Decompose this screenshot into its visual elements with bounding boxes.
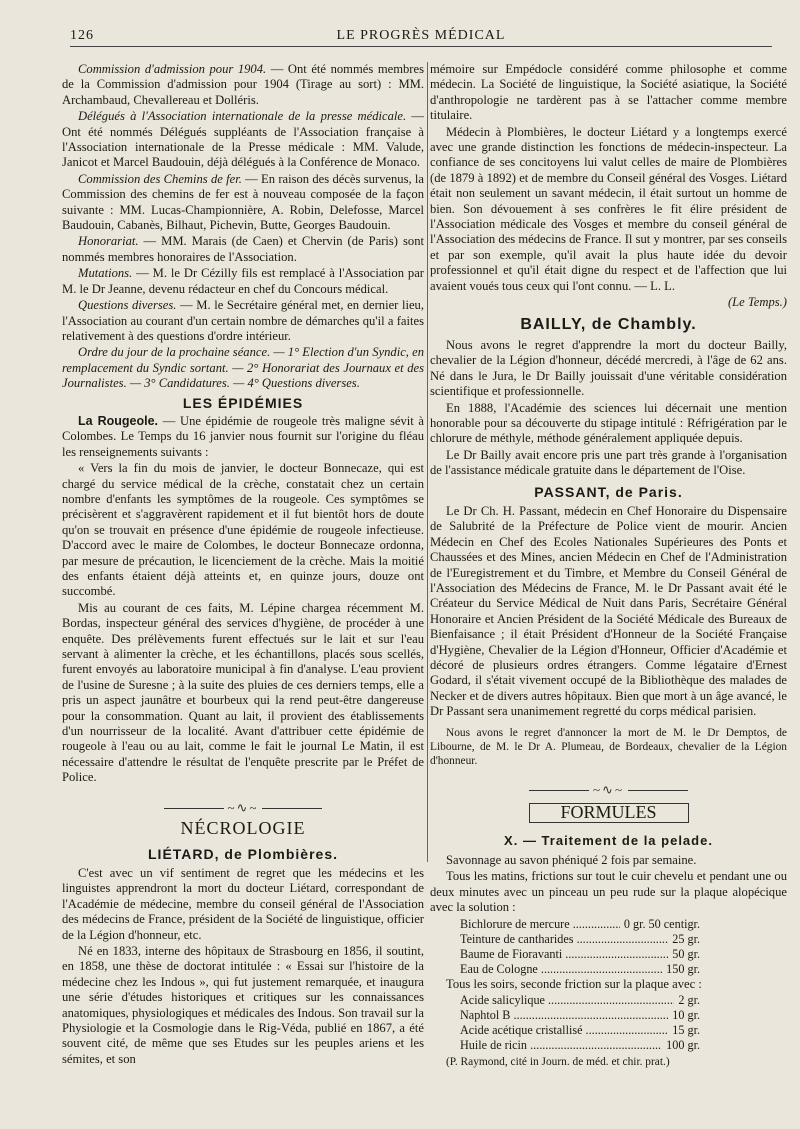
paragraph-rougeole-quote: « Vers la fin du mois de janvier, le docteur Bonnecaze, qui est chargé du service médical de la crèche, constatait chez un certain nombre d'enfants les symptômes de la rougeole. Ces symptômes se précisèrent et s'aggravèrent rapidement et il fut bientôt hors de doute qu'on se trouvait en présence d'une épidémie de rougeole infectieuse. D'accord avec le maire de Colombes, le docteur Bonnecaze ordonna, par mesure de précaution, le licenciement de la crèche. Mais la moitié des enfants étaient déjà atteints et, en quinze jours, douze ont succombé.	[62, 461, 424, 599]
prescription-row: Acide salicylique ..... 2 gr.	[460, 993, 700, 1008]
section-heading-necrologie: NÉCROLOGIE	[180, 818, 306, 839]
journal-title: LE PROGRÈS MÉDICAL	[336, 28, 506, 43]
right-column	[430, 62, 787, 1109]
prescription-list-2	[460, 993, 700, 1053]
paragraph-lietard-3: Médecin à Plombières, le docteur Liétard y a longtemps exercé avec une grande distinction les fonctions de médecin-inspecteur. La confiance de ses concitoyens lui valut celles de maire de Plombières (de 1879 à 1892) et de membre du Conseil général des Vosges. Liétard était non seulement un savant médecin, il était surtout un homme de bien. Son dévouement à ses confrères le fit élire président de l'Association médicale des Vosges et membre du conseil général de l'Association des médecins de France. Il sut y montrer, par ses conseils et par son exemple, qu'il avait la plus haute idée du devoir professionnel et qu'il était digne du respect et de l'affection que lui avaient voués tous ceux qui l'ont connu. — L. L.	[430, 124, 787, 293]
page-number: 126	[70, 28, 94, 43]
paragraph-bailly-1: Nous avons le regret d'apprendre la mort du docteur Bailly, chevalier de la Légion d'honneur, décédé mercredi, à l'âge de 62 ans. Né dans le Jura, le Dr Bailly jouissait d'une véritable considération scientifique et professionnelle.	[430, 337, 787, 399]
paragraph-bailly-3: Le Dr Bailly avait encore pris une part très grande à l'organisation de l'assistance médicale gratuite dans le département de l'Oise.	[430, 447, 787, 478]
prescription-row: Teinture de cantharides ..... 25 gr.	[460, 932, 700, 947]
paragraph-rougeole-enquete: Mis au courant de ces faits, M. Lépine chargea récemment M. Bordas, inspecteur général des services d'hygiène, de procéder à une enquête. Des prélèvements furent effectués sur le lait et sur l'eau servant à alimenter la crèche, et les échantillons, placés sous scellés, furent envoyés au laboratoire municipal à fin d'analyse. L'eau provient de l'usine de Suresne ; à la suite des pluies de ces derniers temps, elle a pris un aspect jaunâtre et bourbeux qui la rend peut-être dangereuse pour la consommation. Quant au lait, il provient des établissements d'un nourrisseur de la localité. Avant d'attribuer cette épidémie de rougeole à l'eau ou au lait, comme le fait le journal Le Matin, il est nécessaire d'attendre le résultat de l'enquête prescrite par le Préfet de Police.	[62, 600, 424, 785]
column-divider	[427, 62, 428, 862]
source-le-temps: (Le Temps.)	[727, 295, 787, 310]
paragraph-bailly-2: En 1888, l'Académie des sciences lui décernait une mention honorable pour sa découverte du stipage intitulé : Réfrigération par le chlorure de méthyle, méthode généralement appliquée depuis.	[430, 400, 787, 446]
paragraph-delegues: Délégués à l'Association internationale de la presse médicale. — Ont été nommés Délégués suppléants de l'Association française à l'Association internationale de la Presse médicale : MM. Valude, Janicot et Marcel Baudouin, déjà délégués à la Conférence de Monaco.	[62, 109, 424, 170]
formula-instruction-3: Tous les soirs, seconde friction sur la plaque avec :	[446, 976, 702, 991]
formula-heading-pelade: X. — Traitement de la pelade.	[504, 833, 713, 849]
obituary-heading-passant: PASSANT, de Paris.	[534, 483, 683, 500]
paragraph-passant: Le Dr Ch. H. Passant, médecin en Chef Honoraire du Dispensaire de Salubrité de la Préfecture de Police vient de mourir. Ancien Médecin en Chef des Ecoles Nationales Supérieures des Ponts et Chaussées et des Mines, ancien Médecin en Chef de l'Administration de l'Euregistrement et du Timbre, et Membre du Conseil Général de l'Association des Médecins de France, M. le Dr Passant avait été le Créateur du Service Médical de Nuit dans Paris, Secrétaire Général Honoraire et Ancien Président de la Société Médicale des Bureaux de Bienfaisance ; il était Président d'Honneur de la Société Française d'Hygiène, Chevalier de la Légion d'Honneur, Officier d'Académie et décoré de plusieurs ordres étrangers. Comme légataire d'Ernest Godard, il s'était vivement occupé de la Bibliothèque des malades de Necker et de divers autres hôpitaux. Bien que mort à un âge avancé, le Dr Passant sera unanimement regretté du corps médical parisien.	[430, 503, 787, 719]
formula-source: (P. Raymond, cité in Journ. de méd. et chir. prat.)	[446, 1055, 670, 1068]
section-heading-epidemies: LES ÉPIDÉMIES	[182, 394, 304, 411]
formula-instruction-2: Tous les matins, frictions sur tout le cuir chevelu et pendant une ou deux minutes avec un pinceau un peu rude sur la plaque alopécique avec la solution :	[430, 869, 787, 915]
paragraph-honorariat: Honorariat. — MM. Marais (de Caen) et Chervin (de Paris) sont nommés membres honoraires de l'Association.	[62, 234, 424, 264]
paragraph-questions-diverses: Questions diverses. — M. le Secrétaire général met, en dernier lieu, l'Association au courant d'un certain nombre de démarches qu'il a faites relativement à des questions d'ordre intérieur.	[62, 298, 424, 343]
prescription-list-1	[460, 917, 700, 977]
paragraph-lietard-2: Né en 1833, interne des hôpitaux de Strasbourg en 1856, il soutint, en 1858, une thèse de doctorat intitulée : « Essai sur l'histoire de la médecine chez les Indous », qui fut justement remarquée, et inaugura une série d'études historiques et critiques sur les connaissances anatomiques, physiologiques et médicales des Indous. Son travail sur la Physiologie et la Cosmologie dans le Rig-Véda, publié en 1867, a été souvent cité, de même que ses Etudes sur les peuples ariens et les sémites, et son	[62, 943, 424, 1066]
left-column	[62, 62, 424, 1109]
paragraph-rougeole-intro: La Rougeole. — Une épidémie de rougeole très maligne sévit à Colombes. Le Temps du 16 janvier nous fournit sur l'origine du fléau les renseignements suivants :	[62, 413, 424, 459]
prescription-row: Eau de Cologne ..... 150 gr.	[460, 962, 700, 977]
paragraph-death-notice: Nous avons le regret d'annoncer la mort de M. le Dr Demptos, de Libourne, de M. le Dr A. Plumeau, de Bordeaux, chevalier de la Légion d'honneur.	[430, 726, 787, 767]
paragraph-lietard-1: C'est avec un vif sentiment de regret que les médecins et les linguistes apprendront la mort du docteur Liétard, correspondant de l'Académie de médecine, membre du conseil général de l'Association des médecins de France, président de la Société de linguistique, officier de la Légion d'honneur, etc.	[62, 865, 424, 942]
obituary-heading-bailly: BAILLY, de Chambly.	[520, 315, 697, 333]
paragraph-chemins-de-fer: Commission des Chemins de fer. — En raison des décès survenus, la Commission des chemins de fer est à nouveau composée de la façon suivante : MM. Lucas-Championnière, A. Robin, Delefosse, Marcel Baudouin, Cabanès, Bilhaut, Pichevin, Butte, Georges Baudouin.	[62, 171, 424, 233]
paragraph-commission-admission: Commission d'admission pour 1904. — Ont été nommés membres de la Commission d'admission pour 1904 (Tirage au sort) : MM. Archambaud, Chevallereau et Dolléris.	[62, 62, 424, 107]
prescription-row: Naphtol B ..... 10 gr.	[460, 1008, 700, 1023]
ornament-divider-right: ~∿~	[430, 782, 787, 797]
page-header	[70, 26, 772, 47]
paragraph-ordre-du-jour: Ordre du jour de la prochaine séance. — 1° Election d'un Syndic, en remplacement du Syndic sortant. — 2° Honorariat des Journaux et des Journalistes. — 3° Candidatures. — 4° Questions diverses.	[62, 345, 424, 391]
prescription-row: Acide acétique cristallisé ..... 15 gr.	[460, 1023, 700, 1038]
ornament-divider: ~∿~	[62, 800, 424, 815]
section-heading-formules: FORMULES	[529, 803, 689, 823]
paragraph-lietard-continued: mémoire sur Empédocle considéré comme philosophe et comme médecin. La Société de linguistique, la Société asiatique, la Société d'anthropologie ne tardèrent pas à se l'attacher comme membre titulaire.	[430, 62, 787, 123]
obituary-heading-lietard: LIÉTARD, de Plombières.	[148, 845, 338, 862]
prescription-row: Huile de ricin ..... 100 gr.	[460, 1038, 700, 1053]
paragraph-mutations: Mutations. — M. le Dr Cézilly fils est remplacé à l'Association par M. le Dr Jeanne, devenu rédacteur en chef du Concours médical.	[62, 266, 424, 296]
prescription-row: Bichlorure de mercure ..... 0 gr. 50 centigr.	[460, 917, 700, 932]
formula-instruction-1: Savonnage au savon phéniqué 2 fois par semaine.	[446, 852, 697, 867]
prescription-row: Baume de Fioravanti ..... 50 gr.	[460, 947, 700, 962]
